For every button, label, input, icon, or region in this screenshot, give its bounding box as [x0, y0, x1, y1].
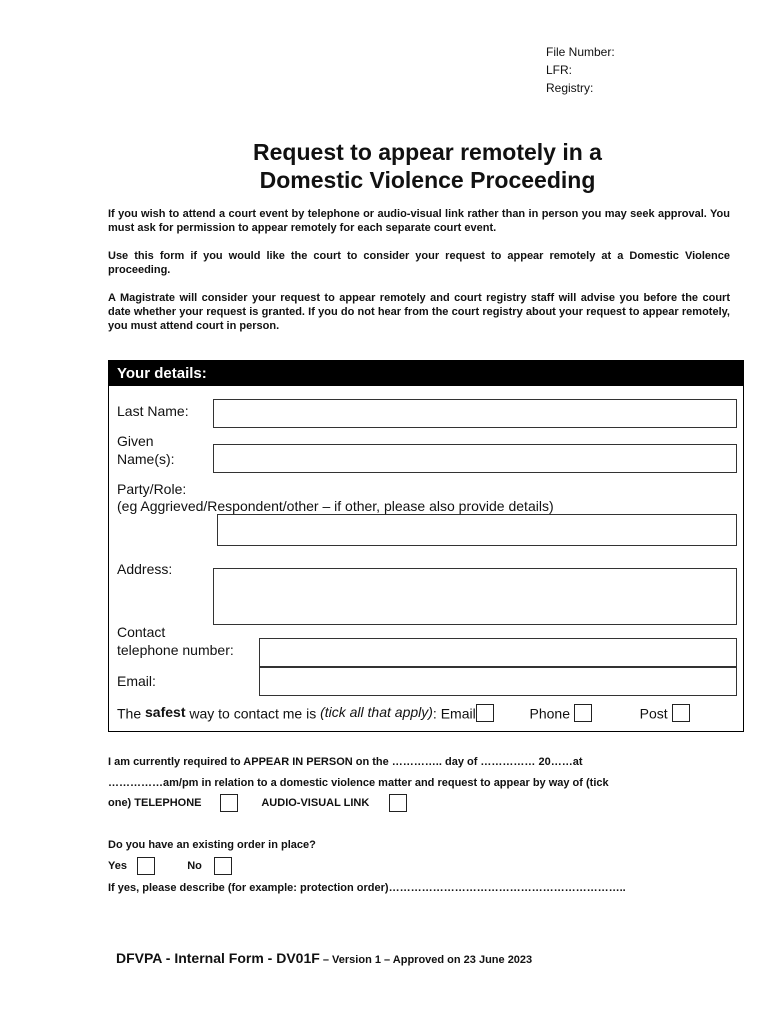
order-no-checkbox[interactable]: [214, 857, 232, 875]
contact-post-checkbox[interactable]: [672, 704, 690, 722]
party-role-field[interactable]: [217, 514, 737, 546]
page-title: [100, 138, 755, 194]
party-role-label: Party/Role:: [117, 481, 187, 497]
your-details-section: [108, 360, 744, 732]
email-field[interactable]: [259, 667, 737, 696]
contact-email-option-label: Email: [440, 705, 476, 722]
order-yes-checkbox[interactable]: [137, 857, 155, 875]
appear-line-2: ……………am/pm in relation to a domestic violence matter and request to appear by way of (tick: [108, 777, 609, 789]
existing-order-options: [108, 855, 232, 877]
file-number-label: File Number:: [546, 45, 615, 59]
order-describe-line: If yes, please describe (for example: protection order)………………………………………………………..: [108, 882, 626, 894]
address-label: Address:: [117, 561, 173, 577]
telephone-checkbox[interactable]: [220, 794, 238, 812]
lfr-label: LFR:: [546, 63, 573, 77]
intro-paragraph-3: A Magistrate will consider your request to appear remotely and court registry staff will advise you before the court date whether your request is granted. If you do not hear from the court registry about your request to appear remotely, you must attend court in person.: [108, 292, 730, 332]
last-name-field[interactable]: [213, 399, 737, 428]
form-footer: [116, 950, 532, 966]
contact-pref-text-prefix: The: [117, 705, 146, 722]
title-line-1: Request to appear remotely in a: [253, 139, 602, 165]
given-names-label-line-2: Name(s):: [117, 451, 175, 467]
intro-paragraph-1: If you wish to attend a court event by telephone or audio-visual link rather than in person you may seek approval. You must ask for permission to appear remotely for each separate court event.: [108, 208, 730, 234]
contact-post-option-label: Post: [639, 705, 668, 722]
contact-phone-label-line-2: telephone number:: [117, 642, 234, 658]
title-line-2: Domestic Violence Proceeding: [259, 167, 596, 193]
registry-label: Registry:: [546, 81, 594, 95]
section-header: Your details:: [109, 361, 743, 386]
existing-order-question: Do you have an existing order in place?: [108, 839, 316, 851]
intro-paragraph-2: Use this form if you would like the court to consider your request to appear remotely at a Domestic Violence proceeding.: [108, 250, 730, 276]
party-role-hint: (eg Aggrieved/Respondent/other – if other, please also provide details): [117, 498, 554, 514]
contact-phone-option-label: Phone: [529, 705, 570, 722]
email-label: Email:: [117, 673, 156, 689]
contact-email-checkbox[interactable]: [476, 704, 494, 722]
form-version: – Version 1 – Approved on 23 June 2023: [319, 954, 533, 966]
form-id: DFVPA - Internal Form - DV01F: [116, 950, 320, 966]
contact-preference-row: [117, 701, 737, 723]
order-no-label: No: [187, 860, 202, 872]
contact-pref-text-bold: safest: [145, 704, 186, 720]
address-field[interactable]: [213, 568, 737, 625]
contact-phone-checkbox[interactable]: [574, 704, 592, 722]
contact-phone-field[interactable]: [259, 638, 737, 667]
last-name-label: Last Name:: [117, 403, 189, 419]
appear-line-1: I am currently required to APPEAR IN PERSON on the ………….. day of …………… 20……at: [108, 756, 583, 768]
given-names-field[interactable]: [213, 444, 737, 473]
audio-visual-link-checkbox[interactable]: [389, 794, 407, 812]
contact-phone-label-line-1: Contact: [117, 624, 166, 640]
appear-line-3-text: one) TELEPHONE: [108, 797, 202, 809]
file-meta: [546, 43, 615, 97]
contact-pref-text-italic: (tick all that apply): [320, 704, 433, 720]
contact-pref-text-mid: way to contact me is: [185, 705, 321, 722]
contact-pref-text-colon: :: [432, 705, 441, 722]
order-yes-label: Yes: [108, 860, 127, 872]
appear-method-row: [108, 792, 407, 814]
given-names-label-line-1: Given: [117, 433, 154, 449]
audio-visual-link-label: AUDIO-VISUAL LINK: [261, 797, 370, 809]
